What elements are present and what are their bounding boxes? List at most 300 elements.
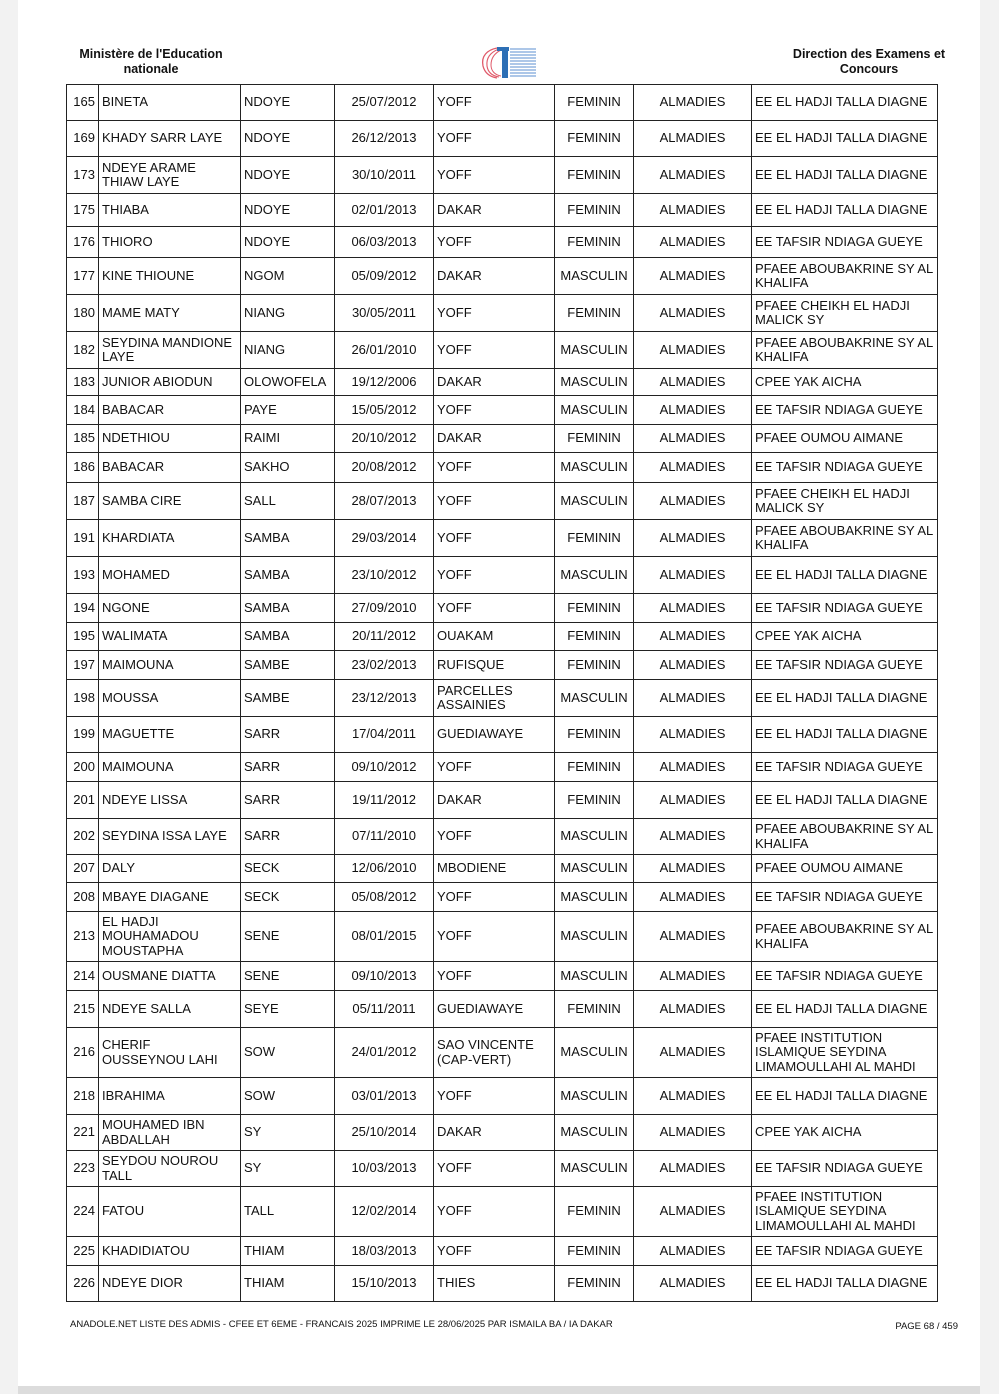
cell-sex: FEMININ bbox=[555, 227, 634, 258]
cell-sex: MASCULIN bbox=[555, 819, 634, 855]
cell-ief: ALMADIES bbox=[634, 651, 752, 680]
cell-nom: SAKHO bbox=[241, 453, 335, 483]
cell-birthplace: YOFF bbox=[434, 962, 555, 991]
cell-school: PFAEE OUMOU AIMANE bbox=[752, 855, 938, 883]
cell-school: EE TAFSIR NDIAGA GUEYE bbox=[752, 883, 938, 912]
cell-prenom: NDEYE DIOR bbox=[99, 1266, 241, 1302]
cell-prenom: MAIMOUNA bbox=[99, 753, 241, 782]
cell-birthdate: 05/08/2012 bbox=[335, 883, 434, 912]
cell-sex: MASCULIN bbox=[555, 1078, 634, 1115]
cell-nom: NDOYE bbox=[241, 157, 335, 194]
table-row bbox=[67, 991, 938, 1028]
cell-number: 187 bbox=[67, 483, 99, 520]
cell-birthdate: 20/08/2012 bbox=[335, 453, 434, 483]
cell-school: EE TAFSIR NDIAGA GUEYE bbox=[752, 1151, 938, 1187]
cell-nom: SENE bbox=[241, 912, 335, 962]
cell-sex: FEMININ bbox=[555, 782, 634, 819]
cell-sex: FEMININ bbox=[555, 1266, 634, 1302]
cell-ief: ALMADIES bbox=[634, 962, 752, 991]
cell-birthplace: YOFF bbox=[434, 396, 555, 425]
cell-number: 199 bbox=[67, 717, 99, 753]
cell-sex: FEMININ bbox=[555, 121, 634, 157]
cell-school: EE TAFSIR NDIAGA GUEYE bbox=[752, 753, 938, 782]
table-row bbox=[67, 855, 938, 883]
cell-ief: ALMADIES bbox=[634, 1078, 752, 1115]
cell-birthdate: 05/11/2011 bbox=[335, 991, 434, 1028]
cell-birthplace: YOFF bbox=[434, 912, 555, 962]
cell-sex: MASCULIN bbox=[555, 258, 634, 295]
cell-prenom: OUSMANE DIATTA bbox=[99, 962, 241, 991]
cell-birthplace: DAKAR bbox=[434, 1115, 555, 1151]
cell-birthdate: 17/04/2011 bbox=[335, 717, 434, 753]
cell-nom: SARR bbox=[241, 717, 335, 753]
cell-birthdate: 19/12/2006 bbox=[335, 369, 434, 396]
cell-sex: MASCULIN bbox=[555, 962, 634, 991]
ministry-logo-icon bbox=[473, 44, 539, 80]
table-row bbox=[67, 396, 938, 425]
cell-school: EE EL HADJI TALLA DIAGNE bbox=[752, 1266, 938, 1302]
cell-birthdate: 24/01/2012 bbox=[335, 1028, 434, 1078]
cell-sex: MASCULIN bbox=[555, 396, 634, 425]
cell-sex: FEMININ bbox=[555, 157, 634, 194]
cell-school: CPEE YAK AICHA bbox=[752, 1115, 938, 1151]
cell-school: PFAEE OUMOU AIMANE bbox=[752, 425, 938, 453]
cell-school: EE TAFSIR NDIAGA GUEYE bbox=[752, 396, 938, 425]
cell-prenom: KINE THIOUNE bbox=[99, 258, 241, 295]
cell-sex: FEMININ bbox=[555, 1237, 634, 1266]
cell-school: EE EL HADJI TALLA DIAGNE bbox=[752, 991, 938, 1028]
cell-number: 175 bbox=[67, 194, 99, 227]
cell-ief: ALMADIES bbox=[634, 753, 752, 782]
cell-ief: ALMADIES bbox=[634, 194, 752, 227]
header-direction: Direction des Examens et Concours bbox=[792, 47, 946, 76]
cell-number: 173 bbox=[67, 157, 99, 194]
cell-prenom: NDETHIOU bbox=[99, 425, 241, 453]
cell-prenom: MAME MATY bbox=[99, 295, 241, 332]
cell-sex: FEMININ bbox=[555, 991, 634, 1028]
cell-sex: FEMININ bbox=[555, 753, 634, 782]
cell-birthdate: 30/05/2011 bbox=[335, 295, 434, 332]
table-row bbox=[67, 520, 938, 557]
cell-number: 216 bbox=[67, 1028, 99, 1078]
cell-nom: SOW bbox=[241, 1078, 335, 1115]
cell-nom: THIAM bbox=[241, 1237, 335, 1266]
cell-birthdate: 05/09/2012 bbox=[335, 258, 434, 295]
cell-nom: NDOYE bbox=[241, 227, 335, 258]
cell-school: PFAEE ABOUBAKRINE SY AL KHALIFA bbox=[752, 332, 938, 369]
cell-number: 197 bbox=[67, 651, 99, 680]
cell-nom: SAMBE bbox=[241, 680, 335, 717]
cell-birthdate: 20/11/2012 bbox=[335, 623, 434, 651]
cell-school: CPEE YAK AICHA bbox=[752, 369, 938, 396]
cell-school: PFAEE INSTITUTION ISLAMIQUE SEYDINA LIMAMOULLAHI AL MAHDI bbox=[752, 1028, 938, 1078]
cell-sex: MASCULIN bbox=[555, 332, 634, 369]
cell-birthplace: RUFISQUE bbox=[434, 651, 555, 680]
cell-ief: ALMADIES bbox=[634, 1266, 752, 1302]
table-row bbox=[67, 1266, 938, 1302]
cell-nom: THIAM bbox=[241, 1266, 335, 1302]
cell-birthdate: 07/11/2010 bbox=[335, 819, 434, 855]
cell-ief: ALMADIES bbox=[634, 1115, 752, 1151]
cell-nom: SECK bbox=[241, 855, 335, 883]
cell-nom: SY bbox=[241, 1115, 335, 1151]
cell-number: 191 bbox=[67, 520, 99, 557]
cell-school: EE EL HADJI TALLA DIAGNE bbox=[752, 782, 938, 819]
table-row bbox=[67, 651, 938, 680]
cell-sex: MASCULIN bbox=[555, 1151, 634, 1187]
cell-number: 215 bbox=[67, 991, 99, 1028]
cell-birthplace: YOFF bbox=[434, 121, 555, 157]
cell-ief: ALMADIES bbox=[634, 425, 752, 453]
table-row bbox=[67, 369, 938, 396]
cell-birthplace: PARCELLES ASSAINIES bbox=[434, 680, 555, 717]
cell-school: EE TAFSIR NDIAGA GUEYE bbox=[752, 227, 938, 258]
cell-birthdate: 29/03/2014 bbox=[335, 520, 434, 557]
table-row bbox=[67, 258, 938, 295]
footer-print-info: ANADOLE.NET LISTE DES ADMIS - CFEE ET 6EME - FRANCAIS 2025 IMPRIME LE 28/06/2025 PAR ISMAILA BA / IA DAKAR bbox=[70, 1319, 613, 1330]
cell-birthdate: 09/10/2012 bbox=[335, 753, 434, 782]
table-row bbox=[67, 121, 938, 157]
cell-birthdate: 03/01/2013 bbox=[335, 1078, 434, 1115]
cell-sex: MASCULIN bbox=[555, 912, 634, 962]
cell-birthplace: DAKAR bbox=[434, 258, 555, 295]
cell-ief: ALMADIES bbox=[634, 369, 752, 396]
cell-prenom: CHERIF OUSSEYNOU LAHI bbox=[99, 1028, 241, 1078]
results-table bbox=[66, 84, 938, 1302]
cell-nom: SAMBA bbox=[241, 623, 335, 651]
cell-nom: SAMBE bbox=[241, 651, 335, 680]
cell-number: 185 bbox=[67, 425, 99, 453]
cell-nom: SAMBA bbox=[241, 594, 335, 623]
cell-nom: NIANG bbox=[241, 332, 335, 369]
cell-birthdate: 20/10/2012 bbox=[335, 425, 434, 453]
cell-birthplace: YOFF bbox=[434, 332, 555, 369]
cell-number: 180 bbox=[67, 295, 99, 332]
cell-number: 193 bbox=[67, 557, 99, 594]
cell-prenom: BABACAR bbox=[99, 453, 241, 483]
cell-prenom: NDEYE SALLA bbox=[99, 991, 241, 1028]
table-row bbox=[67, 883, 938, 912]
cell-birthdate: 12/02/2014 bbox=[335, 1187, 434, 1237]
cell-prenom: FATOU bbox=[99, 1187, 241, 1237]
table-row bbox=[67, 623, 938, 651]
cell-school: PFAEE ABOUBAKRINE SY AL KHALIFA bbox=[752, 819, 938, 855]
cell-birthdate: 10/03/2013 bbox=[335, 1151, 434, 1187]
header-ministry: Ministère de l'Education nationale bbox=[79, 47, 223, 76]
cell-birthplace: YOFF bbox=[434, 295, 555, 332]
cell-school: EE EL HADJI TALLA DIAGNE bbox=[752, 1078, 938, 1115]
cell-number: 169 bbox=[67, 121, 99, 157]
cell-ief: ALMADIES bbox=[634, 520, 752, 557]
cell-prenom: MOHAMED bbox=[99, 557, 241, 594]
cell-sex: FEMININ bbox=[555, 651, 634, 680]
cell-birthdate: 12/06/2010 bbox=[335, 855, 434, 883]
cell-prenom: MAIMOUNA bbox=[99, 651, 241, 680]
cell-nom: NIANG bbox=[241, 295, 335, 332]
cell-birthplace: DAKAR bbox=[434, 369, 555, 396]
cell-number: 202 bbox=[67, 819, 99, 855]
cell-prenom: SEYDINA MANDIONE LAYE bbox=[99, 332, 241, 369]
table-row bbox=[67, 157, 938, 194]
cell-birthdate: 18/03/2013 bbox=[335, 1237, 434, 1266]
cell-ief: ALMADIES bbox=[634, 557, 752, 594]
table-row bbox=[67, 332, 938, 369]
cell-sex: MASCULIN bbox=[555, 557, 634, 594]
cell-number: 221 bbox=[67, 1115, 99, 1151]
cell-number: 176 bbox=[67, 227, 99, 258]
cell-school: PFAEE CHEIKH EL HADJI MALICK SY bbox=[752, 483, 938, 520]
cell-birthdate: 25/10/2014 bbox=[335, 1115, 434, 1151]
cell-sex: FEMININ bbox=[555, 520, 634, 557]
cell-sex: MASCULIN bbox=[555, 883, 634, 912]
cell-number: 182 bbox=[67, 332, 99, 369]
table-row bbox=[67, 1187, 938, 1237]
cell-school: EE TAFSIR NDIAGA GUEYE bbox=[752, 1237, 938, 1266]
table-row bbox=[67, 680, 938, 717]
cell-school: EE TAFSIR NDIAGA GUEYE bbox=[752, 594, 938, 623]
cell-ief: ALMADIES bbox=[634, 157, 752, 194]
cell-birthdate: 23/10/2012 bbox=[335, 557, 434, 594]
cell-birthplace: YOFF bbox=[434, 520, 555, 557]
table-row bbox=[67, 819, 938, 855]
cell-ief: ALMADIES bbox=[634, 258, 752, 295]
cell-ief: ALMADIES bbox=[634, 1237, 752, 1266]
cell-nom: NDOYE bbox=[241, 85, 335, 121]
cell-birthplace: DAKAR bbox=[434, 425, 555, 453]
cell-ief: ALMADIES bbox=[634, 1151, 752, 1187]
table-row bbox=[67, 912, 938, 962]
cell-nom: SECK bbox=[241, 883, 335, 912]
cell-birthplace: YOFF bbox=[434, 819, 555, 855]
cell-birthplace: SAO VINCENTE (CAP-VERT) bbox=[434, 1028, 555, 1078]
table-row bbox=[67, 295, 938, 332]
cell-prenom: KHARDIATA bbox=[99, 520, 241, 557]
cell-prenom: NDEYE LISSA bbox=[99, 782, 241, 819]
cell-birthdate: 26/01/2010 bbox=[335, 332, 434, 369]
table-row bbox=[67, 962, 938, 991]
cell-prenom: THIABA bbox=[99, 194, 241, 227]
cell-sex: MASCULIN bbox=[555, 855, 634, 883]
cell-ief: ALMADIES bbox=[634, 782, 752, 819]
cell-prenom: EL HADJI MOUHAMADOU MOUSTAPHA bbox=[99, 912, 241, 962]
cell-number: 207 bbox=[67, 855, 99, 883]
cell-birthplace: YOFF bbox=[434, 157, 555, 194]
cell-birthplace: OUAKAM bbox=[434, 623, 555, 651]
cell-prenom: NGONE bbox=[99, 594, 241, 623]
cell-number: 218 bbox=[67, 1078, 99, 1115]
cell-school: EE EL HADJI TALLA DIAGNE bbox=[752, 717, 938, 753]
cell-birthdate: 28/07/2013 bbox=[335, 483, 434, 520]
cell-sex: FEMININ bbox=[555, 295, 634, 332]
cell-nom: SY bbox=[241, 1151, 335, 1187]
cell-school: PFAEE ABOUBAKRINE SY AL KHALIFA bbox=[752, 258, 938, 295]
cell-nom: OLOWOFELA bbox=[241, 369, 335, 396]
cell-prenom: SAMBA CIRE bbox=[99, 483, 241, 520]
footer-page-number: PAGE 68 / 459 bbox=[895, 1321, 958, 1332]
cell-birthplace: YOFF bbox=[434, 594, 555, 623]
table-row bbox=[67, 717, 938, 753]
table-row bbox=[67, 1237, 938, 1266]
table-row bbox=[67, 1115, 938, 1151]
cell-school: EE TAFSIR NDIAGA GUEYE bbox=[752, 962, 938, 991]
table-row bbox=[67, 594, 938, 623]
cell-ief: ALMADIES bbox=[634, 121, 752, 157]
cell-birthplace: DAKAR bbox=[434, 782, 555, 819]
cell-number: 213 bbox=[67, 912, 99, 962]
table-row bbox=[67, 1028, 938, 1078]
table-row bbox=[67, 227, 938, 258]
cell-birthdate: 09/10/2013 bbox=[335, 962, 434, 991]
cell-prenom: MBAYE DIAGANE bbox=[99, 883, 241, 912]
cell-number: 165 bbox=[67, 85, 99, 121]
cell-birthdate: 08/01/2015 bbox=[335, 912, 434, 962]
cell-sex: MASCULIN bbox=[555, 483, 634, 520]
cell-sex: FEMININ bbox=[555, 623, 634, 651]
cell-birthdate: 23/02/2013 bbox=[335, 651, 434, 680]
cell-ief: ALMADIES bbox=[634, 1187, 752, 1237]
cell-prenom: WALIMATA bbox=[99, 623, 241, 651]
cell-school: EE TAFSIR NDIAGA GUEYE bbox=[752, 453, 938, 483]
cell-school: EE EL HADJI TALLA DIAGNE bbox=[752, 121, 938, 157]
cell-number: 177 bbox=[67, 258, 99, 295]
cell-birthplace: GUEDIAWAYE bbox=[434, 991, 555, 1028]
cell-ief: ALMADIES bbox=[634, 332, 752, 369]
cell-nom: SALL bbox=[241, 483, 335, 520]
cell-number: 201 bbox=[67, 782, 99, 819]
cell-nom: SARR bbox=[241, 819, 335, 855]
cell-ief: ALMADIES bbox=[634, 594, 752, 623]
cell-number: 184 bbox=[67, 396, 99, 425]
cell-number: 208 bbox=[67, 883, 99, 912]
cell-birthplace: GUEDIAWAYE bbox=[434, 717, 555, 753]
table-row bbox=[67, 753, 938, 782]
cell-sex: MASCULIN bbox=[555, 1115, 634, 1151]
cell-birthplace: YOFF bbox=[434, 883, 555, 912]
cell-birthdate: 19/11/2012 bbox=[335, 782, 434, 819]
cell-prenom: MAGUETTE bbox=[99, 717, 241, 753]
cell-ief: ALMADIES bbox=[634, 1028, 752, 1078]
cell-birthplace: YOFF bbox=[434, 557, 555, 594]
cell-school: PFAEE ABOUBAKRINE SY AL KHALIFA bbox=[752, 520, 938, 557]
cell-birthdate: 30/10/2011 bbox=[335, 157, 434, 194]
cell-nom: SEYE bbox=[241, 991, 335, 1028]
cell-number: 226 bbox=[67, 1266, 99, 1302]
cell-sex: FEMININ bbox=[555, 425, 634, 453]
cell-prenom: THIORO bbox=[99, 227, 241, 258]
cell-prenom: MOUHAMED IBN ABDALLAH bbox=[99, 1115, 241, 1151]
cell-number: 194 bbox=[67, 594, 99, 623]
table-row bbox=[67, 483, 938, 520]
cell-sex: MASCULIN bbox=[555, 1028, 634, 1078]
cell-birthdate: 26/12/2013 bbox=[335, 121, 434, 157]
cell-ief: ALMADIES bbox=[634, 717, 752, 753]
cell-number: 198 bbox=[67, 680, 99, 717]
cell-birthplace: YOFF bbox=[434, 753, 555, 782]
cell-school: EE EL HADJI TALLA DIAGNE bbox=[752, 194, 938, 227]
cell-number: 195 bbox=[67, 623, 99, 651]
cell-nom: SARR bbox=[241, 782, 335, 819]
cell-birthplace: YOFF bbox=[434, 483, 555, 520]
cell-birthplace: YOFF bbox=[434, 85, 555, 121]
cell-birthdate: 27/09/2010 bbox=[335, 594, 434, 623]
cell-prenom: SEYDINA ISSA LAYE bbox=[99, 819, 241, 855]
cell-ief: ALMADIES bbox=[634, 819, 752, 855]
page-shadow bbox=[18, 1386, 980, 1394]
cell-school: EE EL HADJI TALLA DIAGNE bbox=[752, 680, 938, 717]
cell-birthplace: MBODIENE bbox=[434, 855, 555, 883]
cell-number: 200 bbox=[67, 753, 99, 782]
cell-number: 223 bbox=[67, 1151, 99, 1187]
cell-sex: FEMININ bbox=[555, 1187, 634, 1237]
cell-sex: MASCULIN bbox=[555, 369, 634, 396]
cell-school: EE EL HADJI TALLA DIAGNE bbox=[752, 85, 938, 121]
cell-ief: ALMADIES bbox=[634, 483, 752, 520]
cell-nom: SOW bbox=[241, 1028, 335, 1078]
cell-prenom: NDEYE ARAME THIAW LAYE bbox=[99, 157, 241, 194]
cell-ief: ALMADIES bbox=[634, 623, 752, 651]
cell-birthplace: YOFF bbox=[434, 1237, 555, 1266]
cell-birthplace: YOFF bbox=[434, 1078, 555, 1115]
cell-ief: ALMADIES bbox=[634, 85, 752, 121]
cell-school: CPEE YAK AICHA bbox=[752, 623, 938, 651]
cell-prenom: MOUSSA bbox=[99, 680, 241, 717]
cell-ief: ALMADIES bbox=[634, 680, 752, 717]
cell-sex: FEMININ bbox=[555, 194, 634, 227]
cell-ief: ALMADIES bbox=[634, 227, 752, 258]
cell-prenom: DALY bbox=[99, 855, 241, 883]
cell-birthplace: THIES bbox=[434, 1266, 555, 1302]
cell-ief: ALMADIES bbox=[634, 912, 752, 962]
cell-prenom: BABACAR bbox=[99, 396, 241, 425]
document-page bbox=[18, 0, 980, 1386]
cell-birthdate: 15/05/2012 bbox=[335, 396, 434, 425]
cell-prenom: IBRAHIMA bbox=[99, 1078, 241, 1115]
table-row bbox=[67, 557, 938, 594]
cell-number: 224 bbox=[67, 1187, 99, 1237]
table-row bbox=[67, 1151, 938, 1187]
cell-school: EE EL HADJI TALLA DIAGNE bbox=[752, 157, 938, 194]
table-row bbox=[67, 453, 938, 483]
cell-sex: FEMININ bbox=[555, 85, 634, 121]
cell-ief: ALMADIES bbox=[634, 396, 752, 425]
cell-number: 214 bbox=[67, 962, 99, 991]
table-row bbox=[67, 1078, 938, 1115]
cell-school: PFAEE ABOUBAKRINE SY AL KHALIFA bbox=[752, 912, 938, 962]
cell-school: EE TAFSIR NDIAGA GUEYE bbox=[752, 651, 938, 680]
cell-nom: RAIMI bbox=[241, 425, 335, 453]
cell-birthdate: 23/12/2013 bbox=[335, 680, 434, 717]
cell-nom: SARR bbox=[241, 753, 335, 782]
cell-prenom: KHADY SARR LAYE bbox=[99, 121, 241, 157]
cell-birthplace: YOFF bbox=[434, 1187, 555, 1237]
cell-school: PFAEE INSTITUTION ISLAMIQUE SEYDINA LIMAMOULLAHI AL MAHDI bbox=[752, 1187, 938, 1237]
cell-birthplace: DAKAR bbox=[434, 194, 555, 227]
cell-prenom: KHADIDIATOU bbox=[99, 1237, 241, 1266]
cell-prenom: BINETA bbox=[99, 85, 241, 121]
cell-birthdate: 06/03/2013 bbox=[335, 227, 434, 258]
cell-birthdate: 15/10/2013 bbox=[335, 1266, 434, 1302]
cell-ief: ALMADIES bbox=[634, 991, 752, 1028]
cell-school: PFAEE CHEIKH EL HADJI MALICK SY bbox=[752, 295, 938, 332]
cell-nom: NGOM bbox=[241, 258, 335, 295]
cell-nom: SAMBA bbox=[241, 557, 335, 594]
cell-ief: ALMADIES bbox=[634, 453, 752, 483]
cell-sex: MASCULIN bbox=[555, 453, 634, 483]
cell-number: 186 bbox=[67, 453, 99, 483]
cell-sex: MASCULIN bbox=[555, 680, 634, 717]
cell-sex: FEMININ bbox=[555, 717, 634, 753]
cell-nom: NDOYE bbox=[241, 194, 335, 227]
